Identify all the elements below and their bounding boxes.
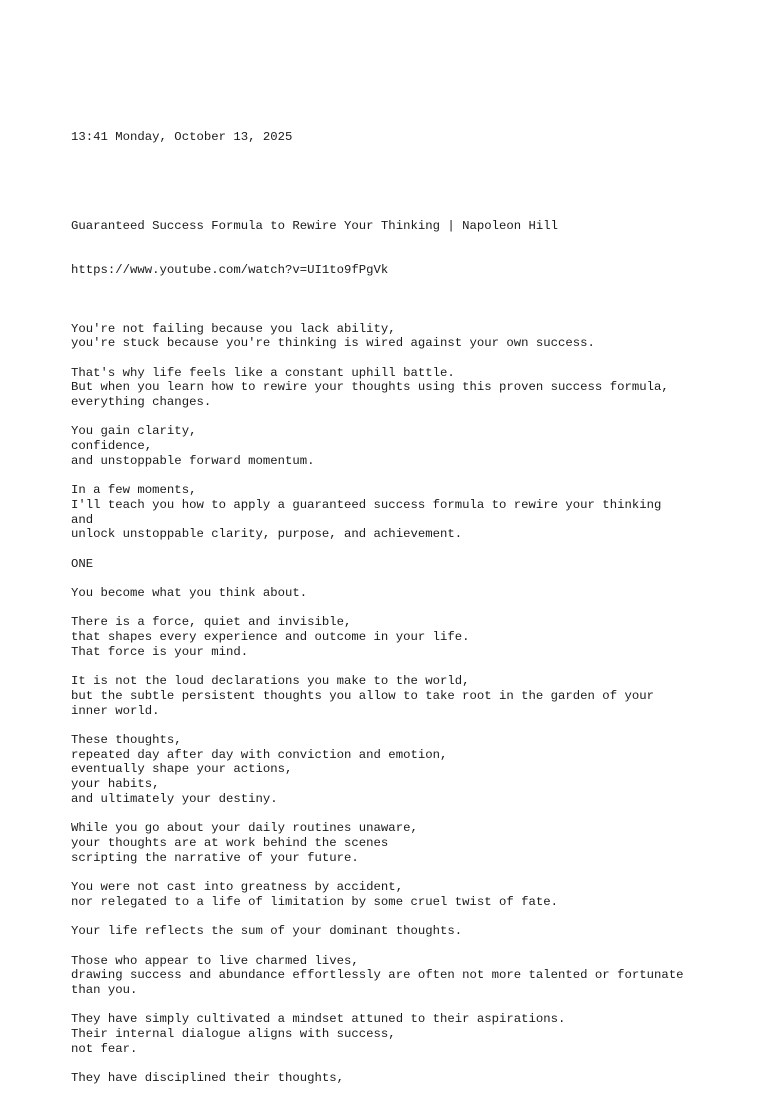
timestamp-line [71, 101, 751, 175]
transcript-paragraph [71, 733, 751, 807]
transcript-line: There is a force, quiet and invisible, [71, 615, 352, 630]
transcript-line: everything changes. [71, 395, 212, 410]
transcript-paragraph [71, 366, 751, 410]
transcript-line: inner world. [71, 703, 160, 718]
transcript-line: drawing success and abundance effortlessly are often not more talented or fortunate [71, 968, 684, 983]
transcript-line: That's why life feels like a constant uphill battle. [71, 365, 455, 380]
video-header [71, 189, 751, 307]
transcript-line: In a few moments, [71, 483, 197, 498]
transcript-line: It is not the loud declarations you make to the world, [71, 674, 470, 689]
transcript-body [71, 322, 751, 1086]
transcript-paragraph [71, 557, 751, 572]
transcript-line: That force is your mind. [71, 644, 249, 659]
transcript-line: You gain clarity, [71, 424, 197, 439]
transcript-paragraph [71, 1012, 751, 1056]
transcript-line: your habits, [71, 777, 160, 792]
video-url[interactable]: https://www.youtube.com/watch?v=UI1to9fPgVk [71, 262, 389, 277]
document-page [71, 101, 751, 1101]
transcript-line: You were not cast into greatness by accident, [71, 880, 404, 895]
transcript-line: your thoughts are at work behind the scenes [71, 835, 389, 850]
transcript-line: nor relegated to a life of limitation by some cruel twist of fate. [71, 894, 559, 909]
transcript-paragraph [71, 880, 751, 909]
transcript-line: but the subtle persistent thoughts you allow to take root in the garden of your [71, 688, 654, 703]
transcript-line: They have disciplined their thoughts, [71, 1071, 345, 1086]
transcript-line: eventually shape your actions, [71, 762, 293, 777]
transcript-line: that shapes every experience and outcome in your life. [71, 630, 470, 645]
transcript-paragraph [71, 674, 751, 718]
transcript-line: and [71, 512, 94, 527]
transcript-paragraph [71, 615, 751, 659]
transcript-line: Your life reflects the sum of your dominant thoughts. [71, 924, 463, 939]
timestamp: 13:41 Monday, October 13, 2025 [71, 130, 293, 145]
transcript-line: and unstoppable forward momentum. [71, 453, 315, 468]
transcript-line: But when you learn how to rewire your thoughts using this proven success formula, [71, 380, 669, 395]
transcript-line: not fear. [71, 1041, 138, 1056]
transcript-line: unlock unstoppable clarity, purpose, and achievement. [71, 527, 463, 542]
transcript-line: Their internal dialogue aligns with success, [71, 1027, 396, 1042]
transcript-line: confidence, [71, 439, 153, 454]
transcript-paragraph [71, 1071, 751, 1086]
transcript-paragraph [71, 954, 751, 998]
transcript-line: you're stuck because you're thinking is wired against your own success. [71, 336, 595, 351]
transcript-line: While you go about your daily routines unaware, [71, 821, 418, 836]
transcript-line: ONE [71, 556, 94, 571]
transcript-line: They have simply cultivated a mindset attuned to their aspirations. [71, 1012, 566, 1027]
transcript-paragraph [71, 322, 751, 351]
transcript-line: You're not failing because you lack ability, [71, 321, 396, 336]
transcript-line: than you. [71, 982, 138, 997]
transcript-paragraph [71, 821, 751, 865]
transcript-line: repeated day after day with conviction and emotion, [71, 747, 448, 762]
transcript-line: Those who appear to live charmed lives, [71, 953, 359, 968]
transcript-line: You become what you think about. [71, 586, 308, 601]
transcript-line: scripting the narrative of your future. [71, 850, 359, 865]
transcript-line: These thoughts, [71, 733, 182, 748]
transcript-paragraph [71, 924, 751, 939]
transcript-paragraph [71, 586, 751, 601]
video-title: Guaranteed Success Formula to Rewire Your Thinking | Napoleon Hill [71, 218, 559, 233]
transcript-line: and ultimately your destiny. [71, 791, 278, 806]
transcript-line: I'll teach you how to apply a guaranteed success formula to rewire your thinking [71, 497, 662, 512]
transcript-paragraph [71, 424, 751, 468]
transcript-paragraph [71, 483, 751, 542]
